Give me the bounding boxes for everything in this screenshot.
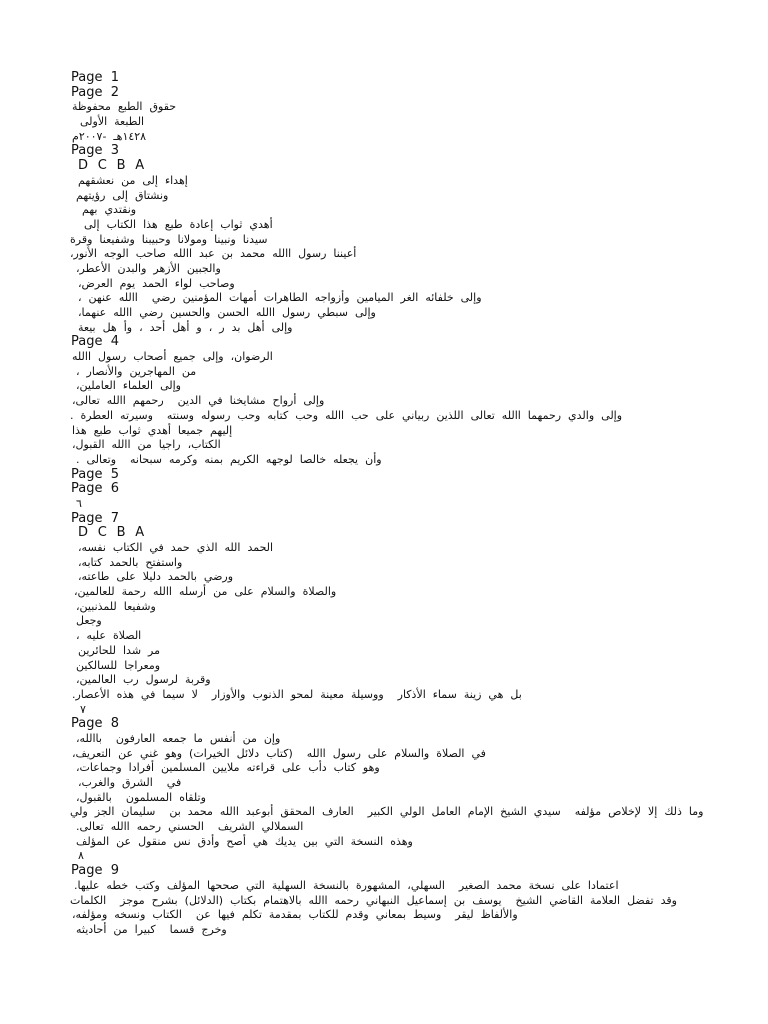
arabic-text-line: [0, 923, 768, 938]
page-marker: Page 8: [71, 716, 120, 732]
arabic-text: اعتمادا على نسخة محمد الصغير السهلي، المشهورة بالنسخة السهلية التي صححها المؤلف وكتب خطه عليها.: [74, 878, 619, 892]
arabic-text-line: [0, 130, 768, 145]
arabic-text-line: [0, 233, 768, 248]
arabic-text: أهدي ثواب إعادة طبع هذا الكتاب إلى: [84, 217, 273, 231]
arabic-text: الرضوان، وإلى جميع أصحاب رسول االله: [72, 350, 273, 364]
arabic-text: واستفتح بالحمد كتابه،: [78, 555, 183, 569]
arabic-text-line: [0, 659, 768, 674]
arabic-text-line: [0, 849, 768, 864]
arabic-text-line: [0, 629, 768, 644]
arabic-text-line: [0, 409, 768, 424]
arabic-text: إليهم جميعا أهدي ثواب طبع هذا: [72, 423, 233, 437]
arabic-text: ٦: [76, 496, 82, 510]
arabic-text: وصاحب لواء الحمد يوم العرض،: [78, 276, 235, 290]
letter-sequence: D C B A: [78, 525, 145, 541]
arabic-text-line: [0, 203, 768, 218]
arabic-text: وإلى العلماء العاملين،: [76, 379, 181, 393]
arabic-text: السملالي الشريف الحسني رحمه االله تعالى.: [76, 820, 304, 834]
arabic-text: وخرج قسما كبيرا من أحاديثه: [76, 922, 227, 936]
arabic-text-line: [0, 570, 768, 585]
arabic-text-line: [0, 115, 768, 130]
arabic-text: إهداء إلى من نعشقهم: [78, 173, 188, 187]
arabic-text-line: [0, 908, 768, 923]
arabic-text: من المهاجرين والأنصار ،: [76, 364, 197, 378]
arabic-text-line: [0, 805, 768, 820]
arabic-text: أعيننا رسول االله محمد بن عبد االله صاحب الوجه الأنور،: [70, 247, 357, 261]
arabic-text: وجعل: [76, 614, 102, 628]
page-marker: Page 4: [71, 334, 120, 350]
page-marker: Page 6: [71, 481, 120, 497]
arabic-text-line: [0, 703, 768, 718]
letter-sequence: D C B A: [78, 158, 145, 174]
arabic-text: ونشتاق إلى رؤيتهم: [76, 188, 169, 202]
arabic-text-line: [0, 732, 768, 747]
arabic-text: ورضي بالحمد دليلا على طاعته،: [78, 570, 234, 584]
arabic-text-line: [0, 776, 768, 791]
arabic-text-line: [0, 218, 768, 233]
arabic-text: وإلى أرواح مشايخنا في الدين رحمهم االله تعالى،: [72, 394, 325, 408]
arabic-text-line: [0, 894, 768, 909]
arabic-text-line: [0, 365, 768, 380]
page-marker: Page 1: [71, 71, 120, 85]
arabic-text: والجبين الأزهر والبدن الأعطر،: [76, 261, 221, 275]
arabic-text-line: [0, 497, 768, 512]
page-marker: Page 5: [71, 466, 120, 482]
arabic-text: والألفاظ ليقر وسيط بمعاني وقدم للكتاب بمقدمة تكلم فيها عن الكتاب ونسخه ومؤلفه،: [72, 908, 518, 922]
arabic-text-line: [0, 174, 768, 189]
arabic-text: سيدنا ونبينا ومولانا وحبيبنا وشفيعنا وقرة: [70, 232, 268, 246]
arabic-text-line: [0, 262, 768, 277]
arabic-text: وهو كتاب دأب على قراءته ملايين المسلمين أفرادا وجماعات،: [76, 761, 380, 775]
arabic-text: وقربة لرسول رب العالمين،: [76, 673, 211, 687]
arabic-text-line: [0, 100, 768, 115]
document-body: [0, 71, 768, 951]
arabic-text-line: [0, 306, 768, 321]
arabic-text-line: [0, 453, 768, 468]
arabic-text: والصلاة والسلام على من أرسله االله رحمة للعالمين،: [74, 585, 337, 599]
arabic-text: وإلى خلفائه الغر الميامين وأزواجه الطاهرات أمهات المؤمنين رضي االله عنهن ،: [78, 291, 482, 305]
arabic-text-line: [0, 585, 768, 600]
arabic-text: في الشرق والغرب،: [78, 776, 182, 789]
arabic-text-line: [0, 424, 768, 439]
arabic-text-line: [0, 394, 768, 409]
arabic-text-line: [0, 600, 768, 615]
arabic-text-line: [0, 673, 768, 688]
arabic-text: وما ذلك إلا لإخلاص مؤلفه سيدي الشيخ الإمام العامل الولي الكبير العارف المحقق أبوعبد االله محمد بن سليمان الجز ولي: [70, 805, 704, 819]
arabic-text-line: [0, 820, 768, 835]
arabic-text: وإلى والدي رحمهما االله تعالى اللذين ربياني على حب االله وحب كتابه وحب رسوله وسنته وسيرته العطرة .: [70, 408, 623, 422]
arabic-text: حقوق الطبع محفوظة: [72, 100, 177, 114]
arabic-text: ٧: [80, 702, 86, 716]
arabic-text: ٨: [78, 849, 84, 863]
arabic-text: بل هي زينة سماء الأذكار ووسيلة معينة لمحو الذنوب والأوزار لا سيما في هذه الأعصار.: [72, 687, 522, 701]
arabic-text: وأن يجعله خالصا لوجهه الكريم بمنه وكرمه سبحانه وتعالى .: [76, 452, 382, 466]
arabic-text: ونقتدي بهم: [82, 203, 137, 217]
arabic-text-line: [0, 291, 768, 306]
arabic-text-line: [0, 644, 768, 659]
arabic-text-line: [0, 614, 768, 629]
arabic-text-line: [0, 321, 768, 336]
page-marker: Page 9: [71, 863, 120, 879]
page-marker: Page 2: [71, 84, 120, 100]
arabic-text: ١٤٢٨هـ -٢٠٠٧م: [72, 129, 147, 143]
arabic-text: الطبعة الأولى: [80, 115, 145, 129]
arabic-text: وقد تفضل العلامة القاضي الشيخ يوسف بن إسماعيل النبهاني رحمه االله بالاهتمام بكتاب (الدلائل) بشرح موجز الكلمات: [70, 893, 677, 907]
arabic-text-line: [0, 277, 768, 292]
arabic-text: وإن من أنفس ما جمعه العارفون باالله،: [76, 731, 281, 745]
arabic-text: مر شدا للحائرين: [78, 643, 161, 657]
arabic-text: الكتاب، راجيا من االله القبول،: [72, 438, 221, 452]
arabic-text-line: [0, 379, 768, 394]
arabic-text-line: [0, 761, 768, 776]
arabic-text-line: [0, 747, 768, 762]
arabic-text: في الصلاة والسلام على رسول االله (كتاب دلائل الخيرات) وهو غني عن التعريف،: [72, 746, 486, 760]
arabic-text-line: [0, 350, 768, 365]
arabic-text-line: [0, 835, 768, 850]
arabic-text-line: [0, 189, 768, 204]
arabic-text: وإلى أهل بد ر ، و أهل أحد ، وأ هل بيعة: [78, 320, 293, 334]
arabic-text: وهذه النسخة التي بين يديك هي أصح وأدق نس منقول عن المؤلف: [76, 834, 413, 848]
arabic-text: الحمد الله الذي حمد في الكتاب نفسه،: [78, 541, 274, 554]
arabic-text: وشفيعا للمذنبين،: [76, 599, 156, 613]
page-marker: Page 7: [71, 510, 120, 526]
arabic-text-line: [0, 247, 768, 262]
arabic-text-line: [0, 438, 768, 453]
arabic-text: ومعراجا للسالكين: [76, 658, 161, 672]
arabic-text-line: [0, 556, 768, 571]
arabic-text-line: [0, 879, 768, 894]
page-marker: Page 3: [71, 143, 120, 159]
arabic-text-line: [0, 688, 768, 703]
arabic-text: وإلى سبطي رسول االله الحسن والحسين رضي االله عنهما،: [78, 306, 376, 319]
arabic-text-line: [0, 541, 768, 556]
arabic-text: الصلاة عليه ،: [76, 629, 142, 643]
arabic-text: وتلقاه المسلمون بالقبول،: [76, 790, 206, 804]
arabic-text-line: [0, 791, 768, 806]
